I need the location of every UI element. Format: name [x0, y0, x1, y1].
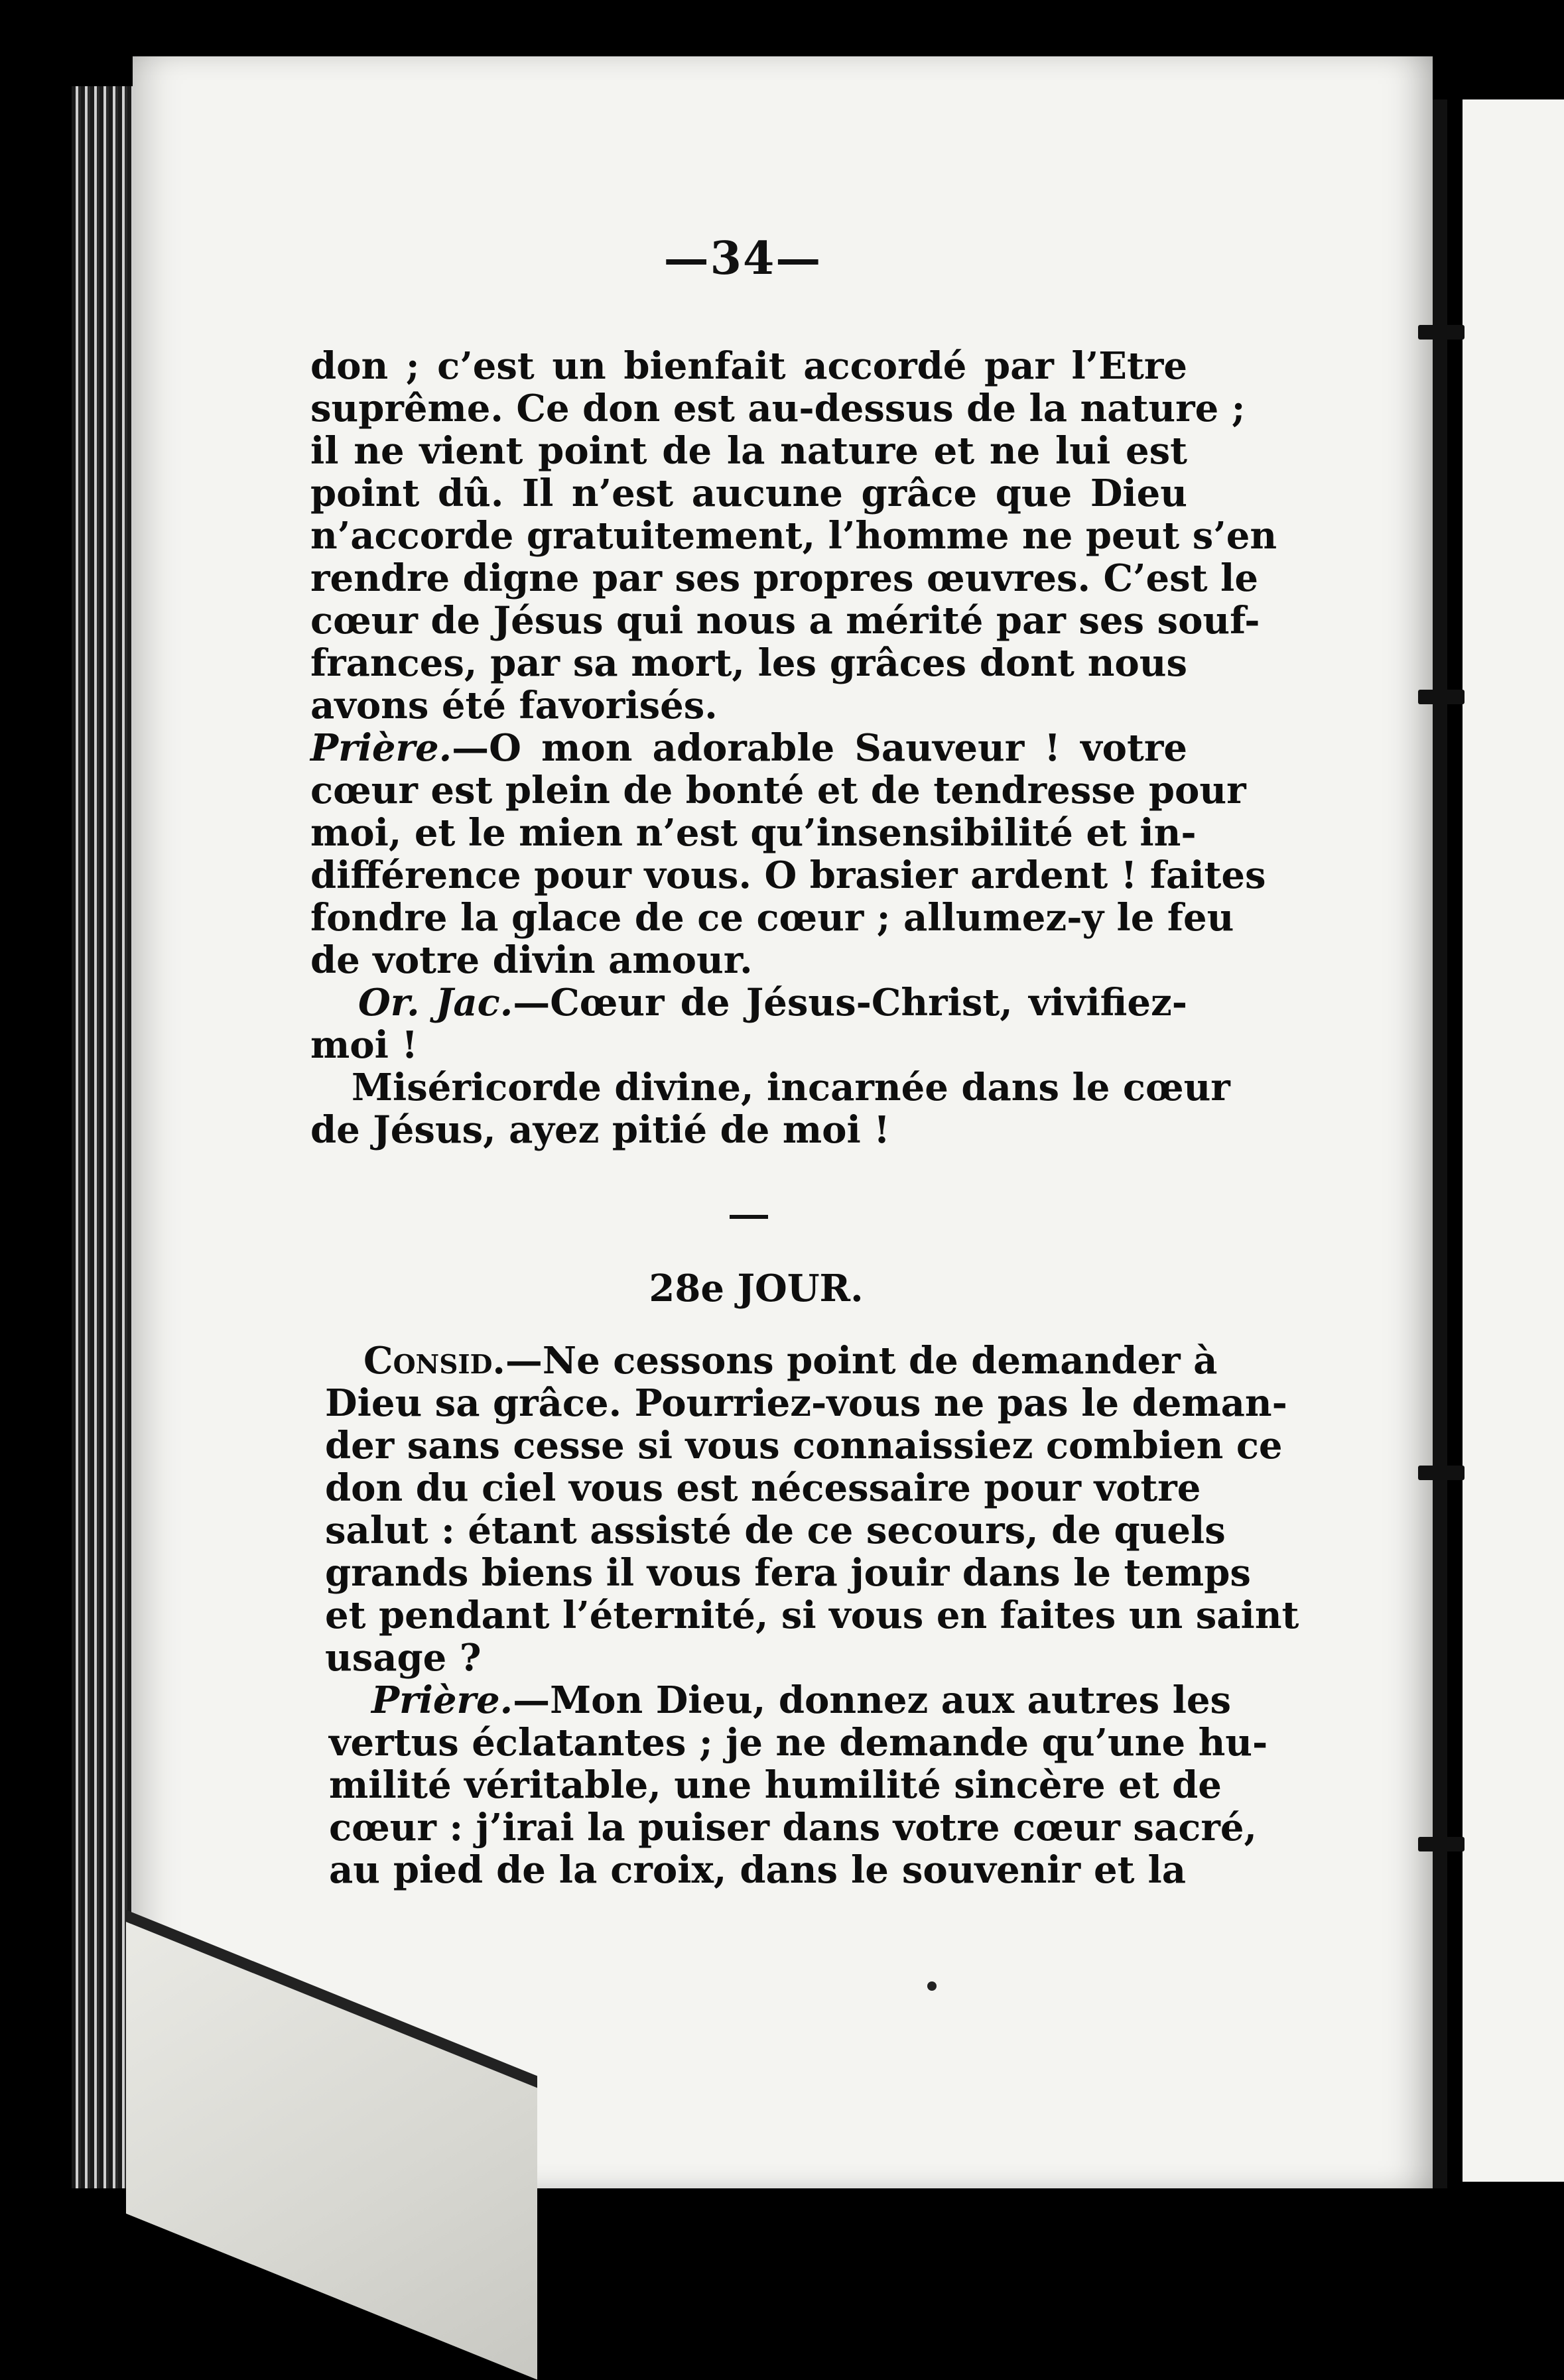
text-line: usage ? [325, 1636, 482, 1680]
text-line: don du ciel vous est nécessaire pour votre [325, 1466, 1201, 1510]
text-line: de Jésus, ayez pitié de moi ! [310, 1108, 890, 1152]
text-line: cœur : j’irai la puiser dans votre cœur sacré, [329, 1806, 1257, 1849]
binding-stitch [1418, 1837, 1465, 1851]
oraison-label: Or. Jac. [358, 981, 513, 1025]
binding-gutter [1433, 99, 1447, 2188]
oraison-line [358, 981, 1187, 1024]
consid-text: —Ne cessons point de demander à [505, 1339, 1218, 1383]
priere-label: Prière. [310, 726, 452, 770]
text-line: frances, par sa mort, les grâces dont nous [310, 641, 1187, 685]
text-line: Dieu sa grâce. Pourriez-vous ne pas le deman- [325, 1381, 1287, 1425]
text-line: rendre digne par ses propres œuvres. C’est le [310, 556, 1258, 600]
text-line: de votre divin amour. [310, 938, 753, 982]
priere-text: —Mon Dieu, donnez aux autres les [513, 1678, 1232, 1722]
text-line: et pendant l’éternité, si vous en faites un saint [325, 1594, 1299, 1637]
oraison-text: —Cœur de Jésus-Christ, vivifiez- [513, 981, 1187, 1025]
text-line: suprême. Ce don est au-dessus de la nature ; [310, 387, 1246, 430]
priere-text: —O mon adorable Sauveur ! votre [452, 726, 1187, 770]
section-rule [730, 1215, 768, 1219]
binding-stitch [1418, 1466, 1465, 1480]
binding-stitch [1418, 690, 1465, 704]
text-line: au pied de la croix, dans le souvenir et la [329, 1848, 1186, 1892]
text-line: Miséricorde divine, incarnée dans le cœur [352, 1066, 1230, 1109]
text-line: grands biens il vous fera jouir dans le temps [325, 1551, 1251, 1595]
text-line: n’accorde gratuitement, l’homme ne peut s’en [310, 514, 1277, 558]
day-heading: 28e JOUR. [649, 1267, 864, 1310]
consid-line [363, 1339, 1218, 1383]
ink-speck [927, 1981, 937, 1991]
text-line: moi ! [310, 1023, 418, 1067]
text-line: il ne vient point de la nature et ne lui est [310, 429, 1187, 473]
text-line: fondre la glace de ce cœur ; allumez-y le feu [310, 896, 1234, 940]
page-number: —34— [663, 232, 822, 285]
priere-line [310, 727, 1187, 769]
priere-label: Prière. [371, 1678, 513, 1722]
binding-stitch [1418, 325, 1465, 340]
text-line: point dû. Il n’est aucune grâce que Dieu [310, 471, 1187, 515]
text-line: cœur de Jésus qui nous a mérité par ses souf- [310, 599, 1260, 643]
text-line: cœur est plein de bonté et de tendresse pour [310, 769, 1246, 812]
text-line: vertus éclatantes ; je ne demande qu’une hu- [329, 1721, 1268, 1765]
priere-line [371, 1678, 1232, 1722]
text-line: der sans cesse si vous connaissiez combien ce [325, 1424, 1283, 1468]
text-line: milité véritable, une humilité sincère et de [329, 1763, 1222, 1807]
text-line: différence pour vous. O brasier ardent ! faites [310, 853, 1266, 897]
text-line: don ; c’est un bienfait accordé par l’Etre [310, 344, 1187, 388]
facing-page-edge [1463, 99, 1564, 2182]
text-line: avons été favorisés. [310, 684, 718, 727]
text-line: moi, et le mien n’est qu’insensibilité et in- [310, 811, 1197, 855]
text-line: salut : étant assisté de ce secours, de quels [325, 1509, 1226, 1552]
consid-label: Consid. [363, 1339, 505, 1383]
